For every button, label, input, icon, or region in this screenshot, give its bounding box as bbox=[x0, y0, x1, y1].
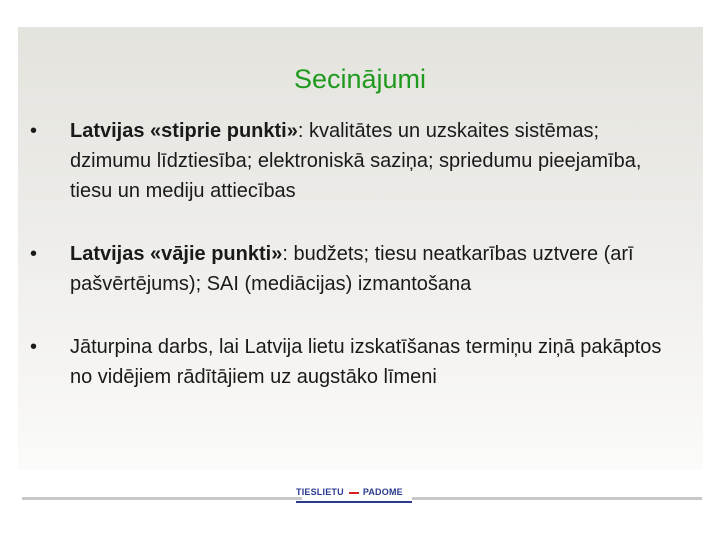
bullet-icon: • bbox=[30, 120, 38, 142]
bullet-text: : kvalitātes un uzskaites sistēmas; dzimumu līdztiesība; elektroniskā saziņa; spriedumu pieejamība, tiesu un mediju attiecības bbox=[70, 120, 642, 202]
bullet-text: Jāturpina darbs, lai Latvija lietu izskatīšanas termiņu ziņā pakāptos no vidējiem rādītājiem uz augstāko līmeni bbox=[70, 336, 662, 388]
footer-divider-left bbox=[22, 497, 302, 500]
organization-logo bbox=[296, 487, 403, 507]
bullet-item bbox=[30, 116, 680, 206]
logo-separator-icon bbox=[349, 492, 359, 494]
footer bbox=[0, 478, 720, 518]
footer-divider-right bbox=[412, 497, 702, 500]
bullet-list bbox=[30, 116, 680, 392]
bullet-icon: • bbox=[30, 336, 38, 358]
bullet-bold-text: Latvijas «vājie punkti» bbox=[70, 243, 283, 265]
slide-title: Secinājumi bbox=[293, 64, 427, 94]
bullet-item bbox=[30, 239, 680, 299]
bullet-item bbox=[30, 332, 680, 392]
bullet-bold-text: Latvijas «stiprie punkti» bbox=[70, 120, 298, 142]
logo-word-2: PADOME bbox=[362, 487, 403, 497]
logo-word-1: TIESLIETU bbox=[296, 487, 344, 497]
bullet-icon: • bbox=[30, 243, 38, 265]
bullet-text: : budžets; tiesu neatkarības uztvere (arī pašvērtējums); SAI (mediācijas) izmantošana bbox=[70, 243, 634, 295]
logo-underline bbox=[296, 501, 412, 503]
